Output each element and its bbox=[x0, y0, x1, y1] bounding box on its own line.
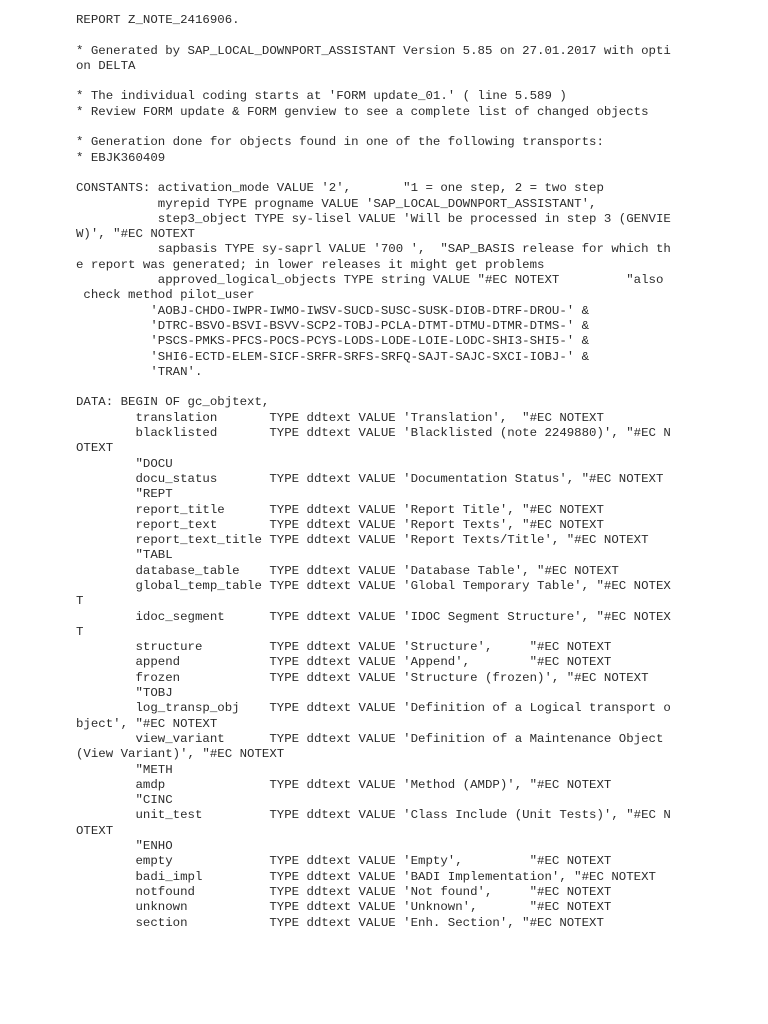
code-line: frozen TYPE ddtext VALUE 'Structure (frozen)', "#EC NOTEXT bbox=[76, 670, 649, 685]
code-line: OTEXT bbox=[76, 441, 114, 456]
code-line: myrepid TYPE progname VALUE 'SAP_LOCAL_DOWNPORT_ASSISTANT', bbox=[76, 196, 597, 211]
code-line: 'TRAN'. bbox=[76, 364, 203, 379]
code-line bbox=[76, 166, 766, 181]
code-line: report_text TYPE ddtext VALUE 'Report Texts', "#EC NOTEXT bbox=[76, 517, 604, 532]
code-line: CONSTANTS: activation_mode VALUE '2', "1 = one step, 2 = two step bbox=[76, 181, 604, 196]
code-line: "ENHO bbox=[76, 839, 173, 854]
code-line: unit_test TYPE ddtext VALUE 'Class Include (Unit Tests)', "#EC N bbox=[76, 808, 671, 823]
code-line: 'PSCS-PMKS-PFCS-POCS-PCYS-LODS-LODE-LOIE-LODC-SHI3-SHI5-' & bbox=[76, 334, 590, 349]
code-line: * EBJK360409 bbox=[76, 150, 166, 165]
code-line: report_text_title TYPE ddtext VALUE 'Report Texts/Title', "#EC NOTEXT bbox=[76, 533, 649, 548]
code-document bbox=[76, 13, 766, 931]
code-line: bject', "#EC NOTEXT bbox=[76, 716, 218, 731]
code-line bbox=[76, 28, 766, 43]
code-line: REPORT Z_NOTE_2416906. bbox=[76, 13, 240, 27]
code-line: database_table TYPE ddtext VALUE 'Database Table', "#EC NOTEXT bbox=[76, 563, 619, 578]
code-line: on DELTA bbox=[76, 58, 136, 73]
code-line: empty TYPE ddtext VALUE 'Empty', "#EC NOTEXT bbox=[76, 854, 612, 869]
code-line: section TYPE ddtext VALUE 'Enh. Section', "#EC NOTEXT bbox=[76, 915, 604, 930]
code-line bbox=[76, 120, 766, 135]
code-line: "REPT bbox=[76, 487, 173, 502]
code-line: log_transp_obj TYPE ddtext VALUE 'Definition of a Logical transport o bbox=[76, 701, 671, 716]
code-line: "TABL bbox=[76, 548, 173, 563]
code-line: approved_logical_objects TYPE string VALUE "#EC NOTEXT "also bbox=[76, 273, 664, 288]
code-line: blacklisted TYPE ddtext VALUE 'Blacklisted (note 2249880)', "#EC N bbox=[76, 426, 671, 441]
code-line: unknown TYPE ddtext VALUE 'Unknown', "#EC NOTEXT bbox=[76, 900, 612, 915]
code-line: amdp TYPE ddtext VALUE 'Method (AMDP)', "#EC NOTEXT bbox=[76, 777, 612, 792]
code-line: "METH bbox=[76, 762, 173, 777]
code-line: OTEXT bbox=[76, 823, 114, 838]
code-line: (View Variant)', "#EC NOTEXT bbox=[76, 747, 285, 762]
code-line: 'AOBJ-CHDO-IWPR-IWMO-IWSV-SUCD-SUSC-SUSK-DIOB-DTRF-DROU-' & bbox=[76, 303, 590, 318]
code-line: append TYPE ddtext VALUE 'Append', "#EC NOTEXT bbox=[76, 655, 612, 670]
code-line: * The individual coding starts at 'FORM update_01.' ( line 5.589 ) bbox=[76, 89, 567, 104]
code-line: * Review FORM update & FORM genview to see a complete list of changed objects bbox=[76, 104, 649, 119]
code-line: sapbasis TYPE sy-saprl VALUE '700 ', "SAP_BASIS release for which th bbox=[76, 242, 671, 257]
code-line: * Generation done for objects found in one of the following transports: bbox=[76, 135, 604, 150]
code-line: "TOBJ bbox=[76, 686, 173, 701]
code-line: idoc_segment TYPE ddtext VALUE 'IDOC Segment Structure', "#EC NOTEX bbox=[76, 609, 671, 624]
code-line: DATA: BEGIN OF gc_objtext, bbox=[76, 395, 270, 410]
code-line: badi_impl TYPE ddtext VALUE 'BADI Implementation', "#EC NOTEXT bbox=[76, 869, 656, 884]
code-line: docu_status TYPE ddtext VALUE 'Documentation Status', "#EC NOTEXT bbox=[76, 471, 664, 486]
code-line: structure TYPE ddtext VALUE 'Structure', "#EC NOTEXT bbox=[76, 640, 612, 655]
code-line: view_variant TYPE ddtext VALUE 'Definition of a Maintenance Object bbox=[76, 731, 664, 746]
code-line: * Generated by SAP_LOCAL_DOWNPORT_ASSISTANT Version 5.85 on 27.01.2017 with opti bbox=[76, 43, 671, 58]
code-line: report_title TYPE ddtext VALUE 'Report Title', "#EC NOTEXT bbox=[76, 502, 604, 517]
code-line: translation TYPE ddtext VALUE 'Translation', "#EC NOTEXT bbox=[76, 410, 604, 425]
code-line bbox=[76, 380, 766, 395]
code-line bbox=[76, 74, 766, 89]
code-line: "CINC bbox=[76, 793, 173, 808]
code-line: W)', "#EC NOTEXT bbox=[76, 227, 195, 242]
code-line: step3_object TYPE sy-lisel VALUE 'Will be processed in step 3 (GENVIE bbox=[76, 211, 671, 226]
code-line: global_temp_table TYPE ddtext VALUE 'Global Temporary Table', "#EC NOTEX bbox=[76, 578, 671, 593]
code-line: e report was generated; in lower releases it might get problems bbox=[76, 257, 545, 272]
code-line: notfound TYPE ddtext VALUE 'Not found', "#EC NOTEXT bbox=[76, 884, 612, 899]
code-line: check method pilot_user bbox=[76, 288, 255, 303]
code-line: "DOCU bbox=[76, 456, 173, 471]
code-line: 'DTRC-BSVO-BSVI-BSVV-SCP2-TOBJ-PCLA-DTMT-DTMU-DTMR-DTMS-' & bbox=[76, 318, 590, 333]
code-line: T bbox=[76, 624, 84, 639]
code-line: 'SHI6-ECTD-ELEM-SICF-SRFR-SRFS-SRFQ-SAJT-SAJC-SXCI-IOBJ-' & bbox=[76, 349, 590, 364]
code-line: T bbox=[76, 594, 84, 609]
